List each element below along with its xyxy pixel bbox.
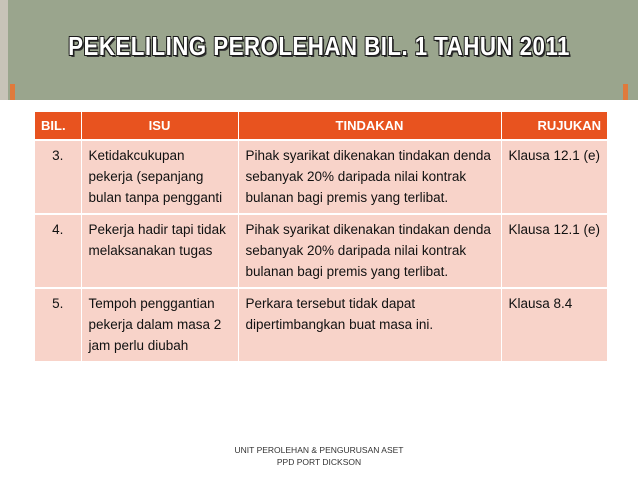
title-band-edge (0, 0, 8, 100)
cell-tindakan: Pihak syarikat dikenakan tindakan denda sebanyak 20% daripada nilai kontrak bulanan bagi premis yang terlibat. (238, 214, 501, 288)
footer-unit: UNIT PEROLEHAN & PENGURUSAN ASET (234, 445, 404, 455)
cell-tindakan: Pihak syarikat dikenakan tindakan denda sebanyak 20% daripada nilai kontrak bulanan bagi premis yang terlibat. (238, 140, 501, 214)
header-rujukan: RUJUKAN (501, 112, 607, 140)
cell-rujukan: Klausa 12.1 (e) (501, 140, 607, 214)
table-row (35, 288, 607, 361)
cell-bil: 5. (35, 288, 81, 361)
header-tindakan: TINDAKAN (238, 112, 501, 140)
slide-title: PEKELILING PEROLEHAN BIL. 1 TAHUN 2011 (68, 31, 570, 61)
header-bil: BIL. (35, 112, 81, 140)
footer (0, 444, 638, 468)
footer-district: PPD PORT DICKSON (276, 457, 362, 467)
accent-bar-left (10, 84, 15, 100)
table-header-row (35, 112, 607, 140)
cell-rujukan: Klausa 12.1 (e) (501, 214, 607, 288)
cell-isu: Tempoh penggantian pekerja dalam masa 2 jam perlu diubah (81, 288, 238, 361)
accent-bar-right (623, 84, 628, 100)
cell-bil: 3. (35, 140, 81, 214)
cell-rujukan: Klausa 8.4 (501, 288, 607, 361)
header-isu: ISU (81, 112, 238, 140)
cell-tindakan: Perkara tersebut tidak dapat dipertimbangkan buat masa ini. (238, 288, 501, 361)
cell-isu: Pekerja hadir tapi tidak melaksanakan tugas (81, 214, 238, 288)
cell-isu: Ketidakcukupan pekerja (sepanjang bulan tanpa pengganti (81, 140, 238, 214)
table-row (35, 214, 607, 288)
issues-table (35, 112, 607, 361)
table-row (35, 140, 607, 214)
cell-bil: 4. (35, 214, 81, 288)
